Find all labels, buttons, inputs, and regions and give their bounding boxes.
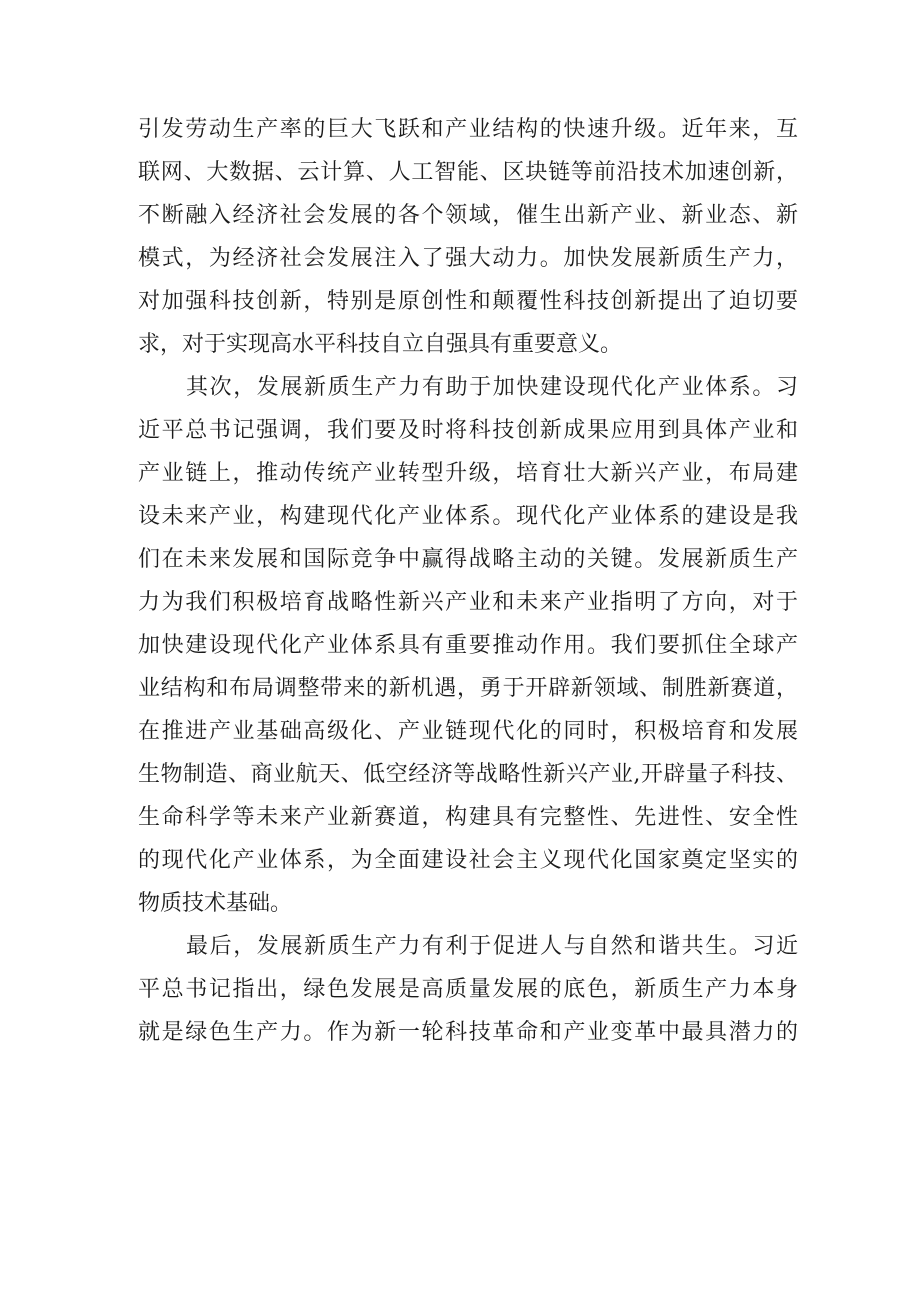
text-line: 生物制造、商业航天、低空经济等战略性新兴产业,开辟量子科技、 — [138, 762, 798, 787]
text-line: 的现代化产业体系，为全面建设社会主义现代化国家奠定坚实的 — [138, 848, 798, 873]
text-line: 近平总书记强调，我们要及时将科技创新成果应用到具体产业和 — [138, 418, 798, 443]
document-body — [138, 108, 798, 1054]
text-line: 设未来产业，构建现代化产业体系。现代化产业体系的建设是我 — [138, 504, 798, 529]
text-line: 对加强科技创新，特别是原创性和颠覆性科技创新提出了迫切要 — [138, 289, 798, 314]
text-line: 不断融入经济社会发展的各个领域，催生出新产业、新业态、新 — [138, 203, 798, 228]
text-line: 模式，为经济社会发展注入了强大动力。加快发展新质生产力， — [138, 246, 798, 271]
text-line: 联网、大数据、云计算、人工智能、区块链等前沿技术加速创新， — [138, 160, 798, 185]
text-line: 就是绿色生产力。作为新一轮科技革命和产业变革中最具潜力的 — [138, 1020, 798, 1045]
text-line: 在推进产业基础高级化、产业链现代化的同时，积极培育和发展 — [138, 719, 798, 744]
text-line: 产业链上，推动传统产业转型升级，培育壮大新兴产业，布局建 — [138, 461, 798, 486]
text-line: 最后，发展新质生产力有利于促进人与自然和谐共生。习近 — [186, 934, 798, 959]
text-line: 生命科学等未来产业新赛道，构建具有完整性、先进性、安全性 — [138, 805, 798, 830]
text-line: 加快建设现代化产业体系具有重要推动作用。我们要抓住全球产 — [138, 633, 798, 658]
text-line: 平总书记指出，绿色发展是高质量发展的底色，新质生产力本身 — [138, 977, 798, 1002]
paragraph-3 — [138, 925, 798, 1054]
text-line: 业结构和布局调整带来的新机遇，勇于开辟新领域、制胜新赛道， — [138, 676, 798, 701]
paragraph-2 — [138, 366, 798, 925]
text-line: 求，对于实现高水平科技自立自强具有重要意义。 — [138, 332, 623, 357]
text-line: 其次，发展新质生产力有助于加快建设现代化产业体系。习 — [186, 375, 798, 400]
text-line: 物质技术基础。 — [138, 891, 293, 916]
text-line: 引发劳动生产率的巨大飞跃和产业结构的快速升级。近年来，互 — [138, 117, 798, 142]
paragraph-1 — [138, 108, 798, 366]
text-line: 们在未来发展和国际竞争中赢得战略主动的关键。发展新质生产 — [138, 547, 798, 572]
text-line: 力为我们积极培育战略性新兴产业和未来产业指明了方向，对于 — [138, 590, 798, 615]
